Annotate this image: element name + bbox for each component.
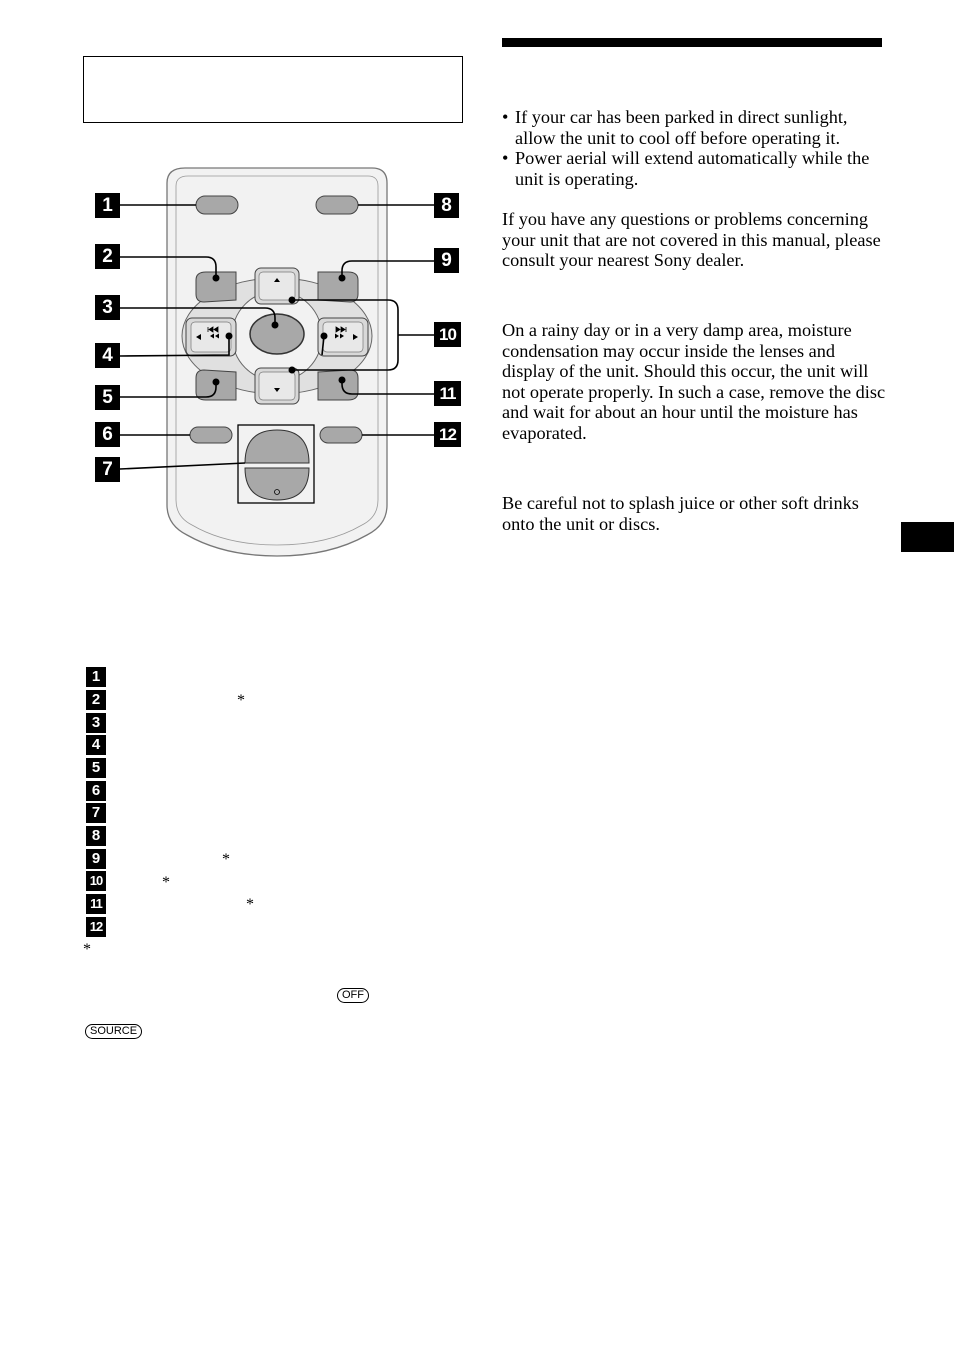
legend-number-12: 12 xyxy=(86,917,106,937)
remote-button-3 xyxy=(250,314,304,354)
callout-1: 1 xyxy=(95,193,120,218)
legend-number-1: 1 xyxy=(86,667,106,687)
liquids-paragraph: Be careful not to splash juice or other soft drinks onto the unit or discs. xyxy=(502,493,859,534)
remote-commander-figure xyxy=(80,160,480,570)
off-button-glyph: OFF xyxy=(337,988,369,1003)
callout-2: 2 xyxy=(95,244,120,269)
page-tab xyxy=(901,522,954,552)
remote-button-12 xyxy=(320,427,362,443)
callout-8: 8 xyxy=(434,193,459,218)
callout-9: 9 xyxy=(434,248,459,273)
legend-number-10: 10 xyxy=(86,871,106,891)
legend-footnote-mark: * xyxy=(246,896,254,913)
callout-4: 4 xyxy=(95,343,120,368)
header-frame xyxy=(83,56,463,123)
bullet-item: • If your car has been parked in direct sunlight, allow the unit to cool off before operating it. xyxy=(502,107,848,148)
remote-button-8 xyxy=(316,196,358,214)
footnote-mark: * xyxy=(83,941,91,958)
moisture-paragraph: On a rainy day or in a very damp area, moisture condensation may occur inside the lenses and display of the unit. Should this occur, the unit will not operate properly. In such a case, remove the disc and wait for about an hour until the moisture has evaporated. xyxy=(502,320,886,443)
questions-paragraph: If you have any questions or problems concerning your unit that are not covered in this manual, please consult your nearest Sony dealer. xyxy=(502,209,881,271)
legend-footnote-mark: * xyxy=(162,874,170,891)
legend-footnote-mark: * xyxy=(222,851,230,868)
remote-button-6 xyxy=(190,427,232,443)
legend-number-6: 6 xyxy=(86,781,106,801)
callout-7: 7 xyxy=(95,457,120,482)
legend-number-11: 11 xyxy=(86,894,106,914)
legend-number-3: 3 xyxy=(86,713,106,733)
bullet-item: • Power aerial will extend automatically while the unit is operating. xyxy=(502,148,870,189)
legend-number-4: 4 xyxy=(86,735,106,755)
callout-5: 5 xyxy=(95,385,120,410)
callout-10: 10 xyxy=(434,322,461,347)
callout-6: 6 xyxy=(95,422,120,447)
legend-number-7: 7 xyxy=(86,803,106,823)
legend-number-2: 2 xyxy=(86,690,106,710)
legend-number-8: 8 xyxy=(86,826,106,846)
legend-number-5: 5 xyxy=(86,758,106,778)
callout-3: 3 xyxy=(95,295,120,320)
remote-button-1 xyxy=(196,196,238,214)
callout-12: 12 xyxy=(434,422,461,447)
source-button-glyph: SOURCE xyxy=(85,1024,142,1039)
remote-button-11 xyxy=(318,370,358,400)
precautions-list xyxy=(502,107,887,189)
section-rule xyxy=(502,38,882,47)
callout-11: 11 xyxy=(434,381,461,406)
remote-button-9 xyxy=(318,272,358,302)
legend-footnote-mark: * xyxy=(237,692,245,709)
legend-number-9: 9 xyxy=(86,849,106,869)
